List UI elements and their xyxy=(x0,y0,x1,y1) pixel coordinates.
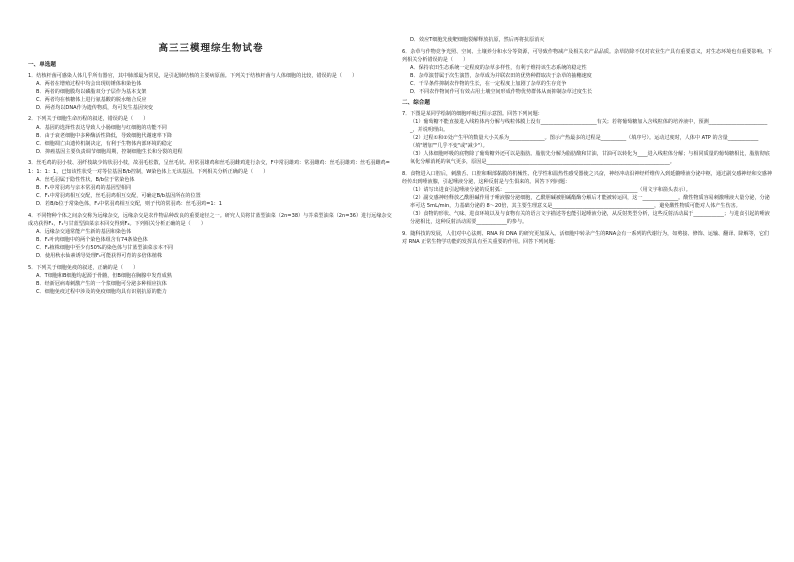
answer-option: C．干旱条件抑制农作物的生长，在一定程度上加剧了杂草的生存竞争 xyxy=(410,80,567,87)
answer-option: B．杂草演替属于次生演替，杂草成为并联农田的优势种群取决于杂草的抽穗速度 xyxy=(410,72,592,79)
answer-option: D．效应T细胞先使靶细胞裂解释放抗原，然后再将抗原消灭 xyxy=(410,37,545,43)
answer-option: B．F₁叶肉细胞中的两个染色体组含有74条染色体 xyxy=(36,236,148,243)
question-stem: 5．下列关于细胞免疫的叙述，正确的是（ ） xyxy=(28,264,139,271)
answer-option: C．F₂植株细胞中至少有50%的染色体与甘蓝型油菜亲本不同 xyxy=(36,244,174,251)
answer-option: D．抑癌基因主要负责调节细胞周期，控制细胞生长和分裂的进程 xyxy=(36,148,183,155)
answer-option: B．F₁中常羽鸡与亲本常羽鸡的基因型相同 xyxy=(36,184,132,191)
left-column xyxy=(28,0,394,562)
answer-option: A．T细胞和B细胞均起源于骨髓，但B细胞在胸腺中发育成熟 xyxy=(36,272,172,279)
exam-title: 高三三模理综生物试卷 xyxy=(158,43,264,54)
right-column xyxy=(402,0,774,562)
section-heading: 二、综合题 xyxy=(402,100,430,107)
answer-option: A．远缘杂交通常能产生新的基因和染色体 xyxy=(36,228,132,235)
answer-option: D．不同农作物间作可有效占用土壤空间形成作物优势群体从而抑制杂草过度生长 xyxy=(410,89,593,96)
answer-option: C．细胞免疫过程中涉及的免疫细胞均具有识别抗原的能力 xyxy=(36,288,167,295)
answer-option: A．两者在增殖过程中均会出现纺锤体和染色体 xyxy=(36,80,142,87)
right-question-list xyxy=(402,36,774,246)
question-stem: 8．食物进入口腔后，刺激舌、口腔和咽部黏膜的机械性、化学性和温热性感受器使之兴奋，神经冲动沿神经纤维传入到延髓唾液分泌中枢，通过副交感神经和交感神经传出到唾液腺，引起唾液分泌，这种反射是与生俱来的。回答下列问题： xyxy=(402,170,772,185)
section-heading-single-choice: 一、单选题 xyxy=(28,62,56,68)
question-stem: 4．不同物种个体之间杂交称为远缘杂交，远缘杂交是农作物品种改良的重要途径之一。研究人员将甘蓝型油菜（2n=38）与芥菜型油菜（2n=36）进行远缘杂交成功获得F₁，F₁与甘蓝型油菜亲本回交得到F₂。下列相关分析正确的是（ ） xyxy=(28,212,392,227)
answer-option: C．F₁中常羽鸡相互交配，丝毛羽鸡相互交配，可确定B/b基因所在的位置 xyxy=(36,192,201,199)
answer-option: A．基因的选择性表达导致人小肠细胞与红细胞的功能不同 xyxy=(36,124,167,131)
answer-option: A．保持农田生态系统一定程度的杂草多样性，有利于维持该生态系统的稳定性 xyxy=(410,64,587,71)
answer-option: D．使用秋水仙素诱导处理F₁可能获得可育的多倍体植株 xyxy=(36,252,163,259)
answer-option: A．丝毛羽属于隐性性状，B/b位于常染色体 xyxy=(36,176,135,183)
answer-option: D．两者均以DNA作为遗传物质，均可发生基因突变 xyxy=(36,104,154,111)
question-stem: 1．结核杆菌可感染人体几乎所有器官，其中肺部最为常见，是引起肺结核的主要病原菌。下列关于结核杆菌与人体细胞的比较，错误的是（ ） xyxy=(28,72,358,79)
question-stem: 3．丝毛鸡的羽小枝、羽纤枝缺少钩状羽小枝，故羽毛松散，呈丝毛状。用常羽雄鸡和丝毛羽雌鸡进行杂交，F中常羽雄鸡：常羽雌鸡：丝毛羽雄鸡：丝毛羽雌鸡=1：1：1：1，已知该性状受一对等位基因B/b控制，W染色体上无该基因。下列相关分析正确的是（ ） xyxy=(28,160,390,175)
answer-option: B．经新冠病毒刺激产生的一个浆细胞可分泌多种相应抗体 xyxy=(36,280,167,287)
answer-option: C．两者均在核糖体上进行氨基酸的脱水缩合反应 xyxy=(36,96,147,103)
question-stem: 7．下图是某同学绘制的细胞呼吸过程示意图。回答下列问题： xyxy=(402,110,543,117)
answer-option: B．由于衰老细胞中多种酶活性降低，导致细胞代谢速率下降 xyxy=(36,132,172,139)
answer-option: （1）请写出进食引起唾液分泌的反射弧：____________________________________________________（用文字和箭头表示）。 xyxy=(410,187,691,193)
answer-option: （2）过程①和②处产生甲的数量大小关系为______________。图示产热最多的过程是__________（填序号）。运动过度时，人体中 ATP 的含量____________（填"增加""几乎不变"或"减少"）。 xyxy=(410,134,759,150)
question-stem: 9．随科技的发展，人们对中心法则、RNA 和 DNA 的研究更加深入。活细胞中转录产生的RNA会有一系列的代谢行为，如剪接、修饰、运输、翻译、降解等，它们对 RNA 正常生物学功能的发挥具有至关重要的作用。回答下列问题： xyxy=(402,230,769,246)
answer-option: （1）葡萄糖不能直接进入线粒体内分解与线粒体膜上没有______________________有关；若将葡萄糖加入含线粒体的培养液中，预测________________________，并说明理由。 xyxy=(410,118,768,133)
left-question-list xyxy=(28,72,394,296)
question-stem: 2．下列关于细胞生命历程的叙述，错误的是（ ） xyxy=(28,116,149,123)
answer-option: B．两者的细胞膜均以磷脂双分子层作为基本支架 xyxy=(36,88,147,95)
answer-option: （3）人体细胞呼吸的底物除了葡萄糖外还可以是脂肪。脂肪先分解为脂肪酸和甘油，甘油可以转化为____进入线粒体分解；与相同质量的葡萄糖相比，脂肪彻底氧化分解消耗的氧气更多，原因是________________________________________________________________________。 xyxy=(410,151,770,166)
question-stem: 6．杂草与作物竞争光照、空间、土壤养分和水分等资源，可导致作物减产及相关农产品品质。杂草防除不仅对农业生产具有重要意义，对生态环境也有重要影响。下列相关分析错误的是（ ） xyxy=(402,48,772,63)
answer-option: （3）食物的形状、气味、进食环境以及与食物有关的语言文字描述等也能引起唾液分泌，从反射类型分析，这些反射活动属于____________；与进食引起的唾液分泌相比，这种反射活动需要____________的参与。 xyxy=(410,211,770,226)
answer-option: D．若B/b位于常染色体，F₁中常羽鸡相互交配，则子代的常羽鸡：丝毛羽鸡=1：1 xyxy=(36,200,222,207)
answer-option: C．细胞凋亡由遗传机制决定，有利于生物体内部环境的稳定 xyxy=(36,140,172,147)
answer-option: （2）副交感神经释放乙酰胆碱作用于唾液腺分泌细胞，乙酰胆碱被胆碱酯酶分解后才能被转运回，这一______________。酸性物质容易刺激唾液大量分泌，分泌率可达 5mL/min，力基础分泌的 8～20倍，其主要生理意义是________________________________________，避免酸性物质可能对人体产生伤害。 xyxy=(410,195,770,210)
